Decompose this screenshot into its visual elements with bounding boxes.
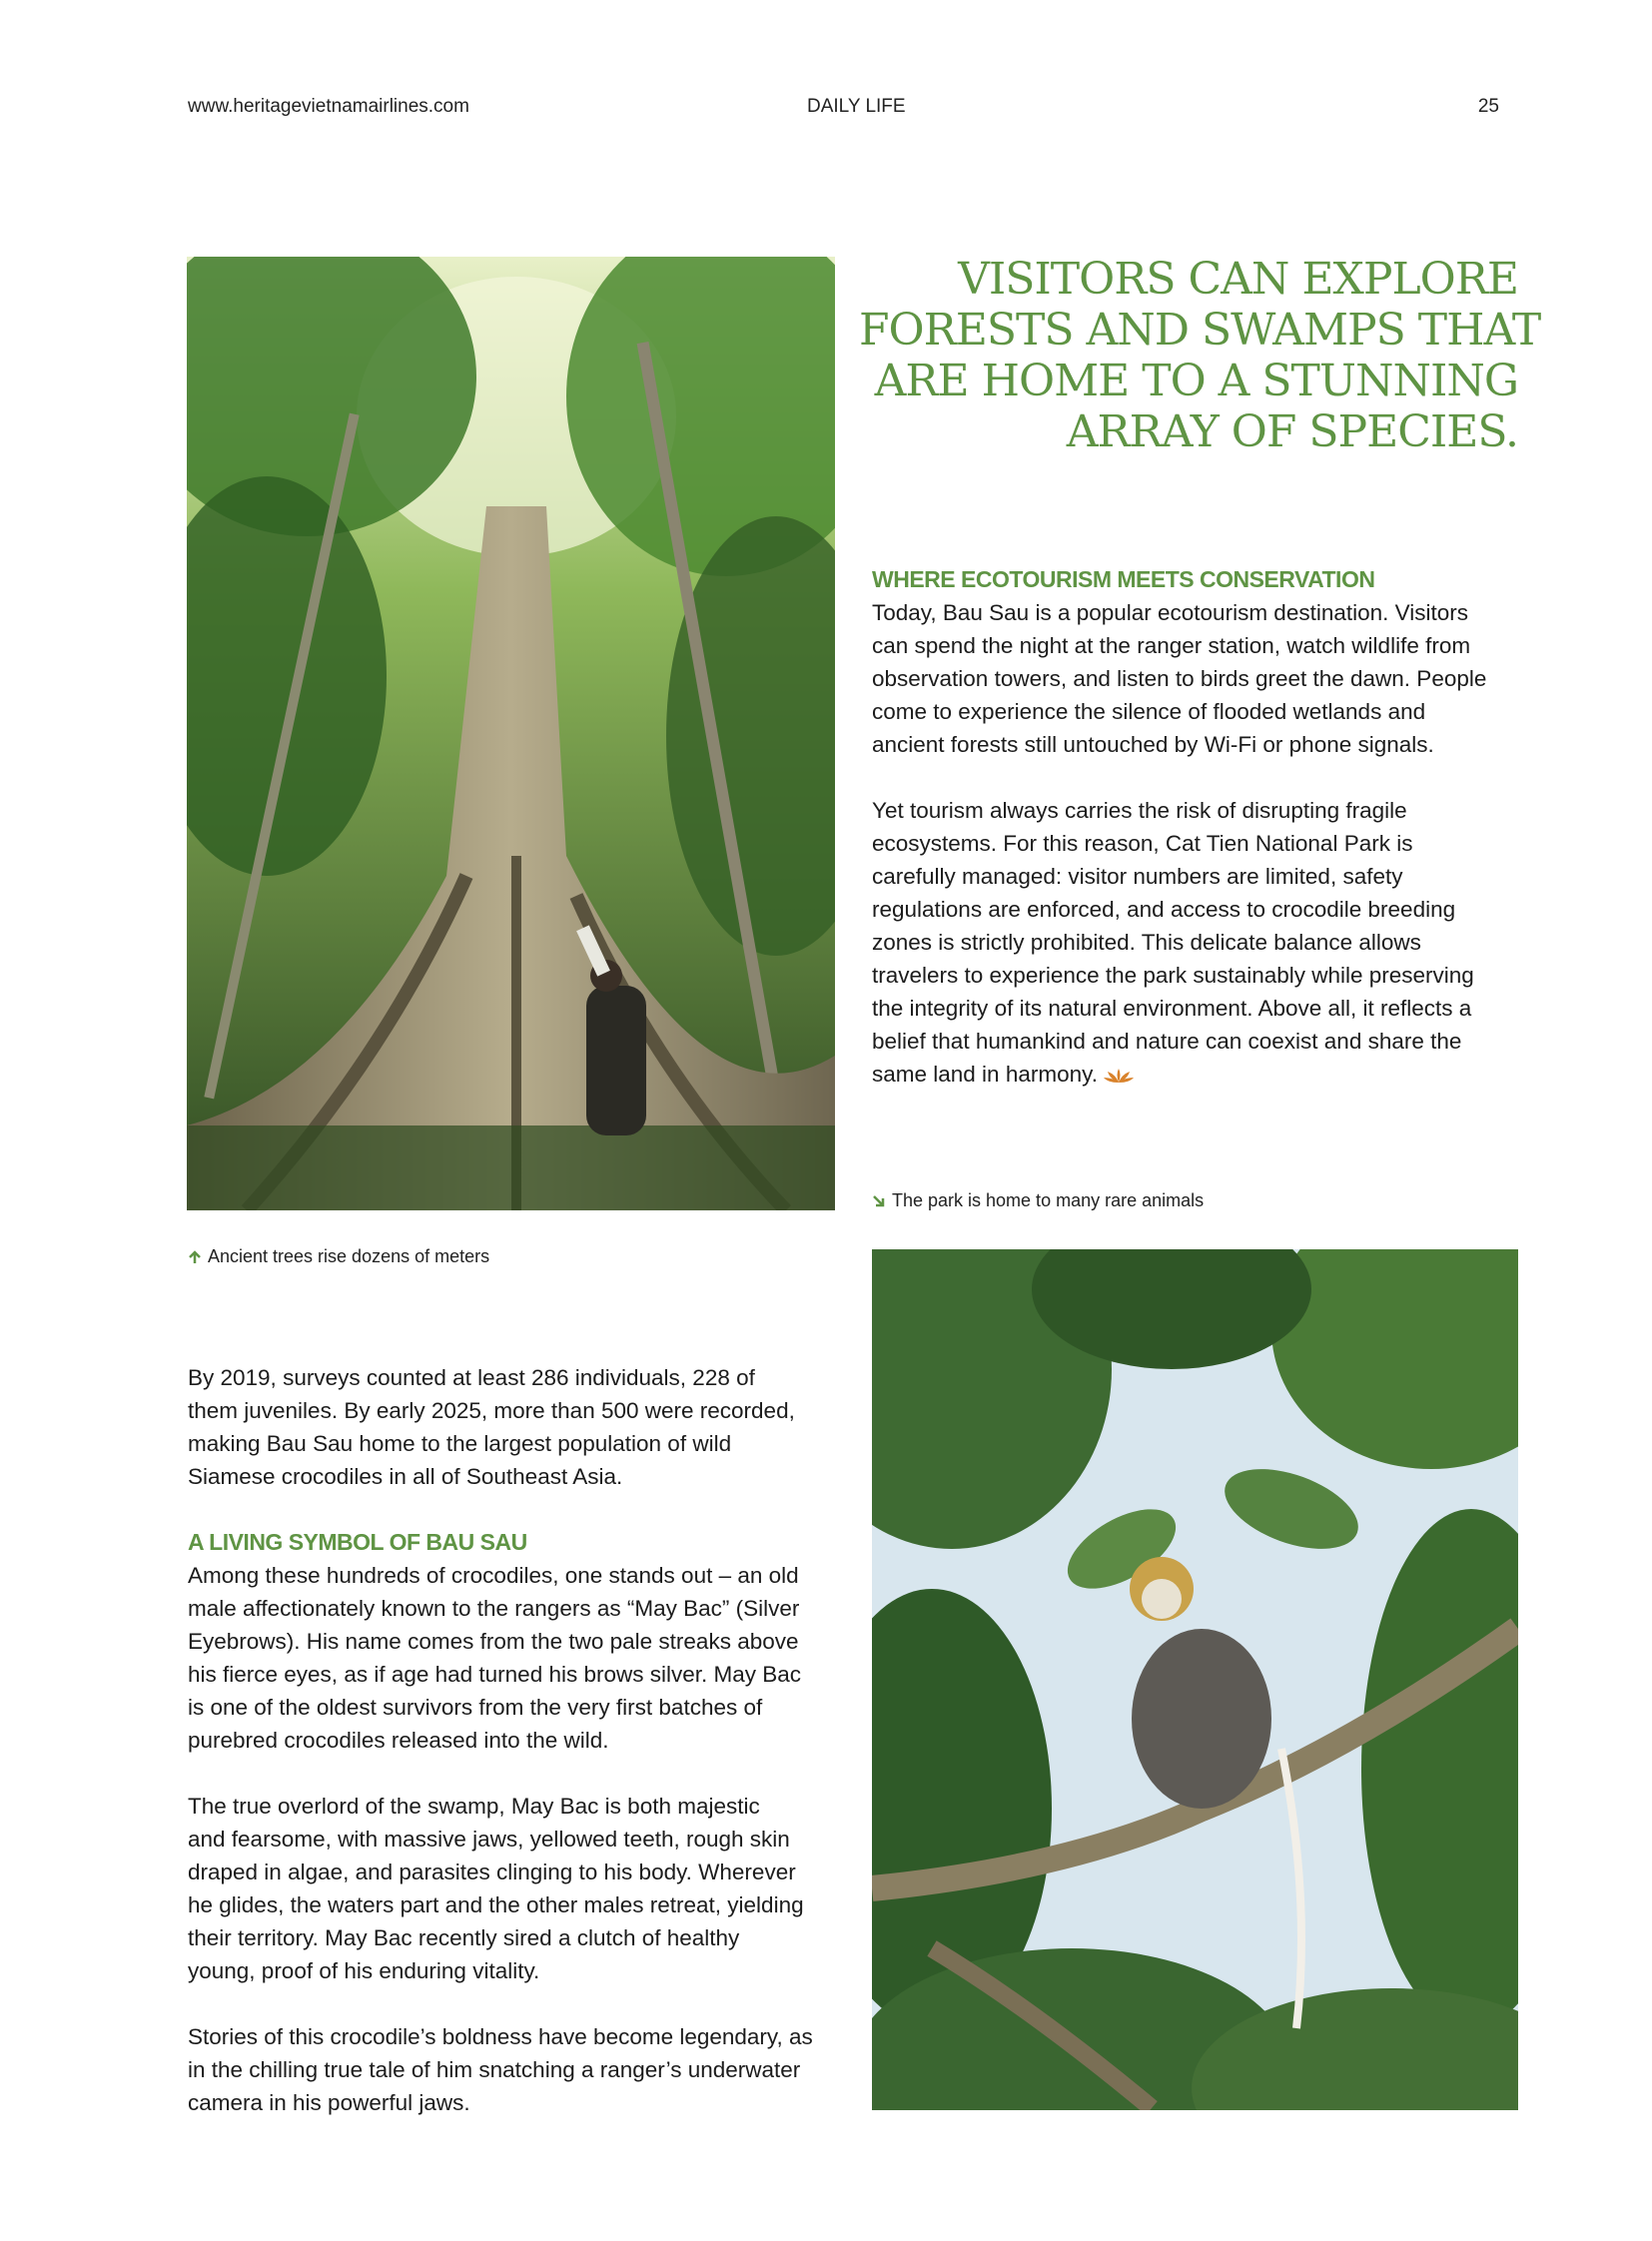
text-line: Eyebrows). His name comes from the two pale streaks above <box>188 1629 799 1654</box>
section-heading-living-symbol: A LIVING SYMBOL OF BAU SAU <box>188 1529 527 1555</box>
paragraph <box>188 1361 835 1493</box>
lotus-icon <box>1104 1067 1134 1085</box>
tree-photo-caption <box>188 1246 489 1267</box>
text-line: male affectionately known to the rangers as “May Bac” (Silver <box>188 1596 800 1621</box>
monkey-photo <box>872 1249 1518 2110</box>
text-line: Yet tourism always carries the risk of disrupting fragile <box>872 798 1407 823</box>
text-line: same land in harmony. <box>872 1062 1098 1087</box>
left-column-text <box>188 1361 835 2119</box>
arrow-up-icon <box>188 1250 202 1264</box>
text-line: his fierce eyes, as if age had turned his brows silver. May Bac <box>188 1662 802 1687</box>
text-line: making Bau Sau home to the largest population of wild <box>188 1431 732 1456</box>
text-line: carefully managed: visitor numbers are limited, safety <box>872 864 1403 889</box>
section-title: DAILY LIFE <box>807 96 906 117</box>
text-line: travelers to experience the park sustainably while preserving <box>872 963 1474 988</box>
text-line: is one of the oldest survivors from the very first batches of <box>188 1695 763 1720</box>
paragraph <box>188 1559 835 1757</box>
text-line: their territory. May Bac recently sired a clutch of healthy <box>188 1925 740 1950</box>
text-line: them juveniles. By early 2025, more than 500 were recorded, <box>188 1398 795 1423</box>
site-url[interactable]: www.heritagevietnamairlines.com <box>188 96 469 117</box>
right-column-text <box>872 563 1531 1091</box>
text-line: purebred crocodiles released into the wild. <box>188 1728 609 1753</box>
pull-quote-line: ARE HOME TO A STUNNING <box>874 356 1518 406</box>
text-line: Among these hundreds of crocodiles, one stands out – an old <box>188 1563 799 1588</box>
text-line: Siamese crocodiles in all of Southeast Asia. <box>188 1464 623 1489</box>
text-line: regulations are enforced, and access to crocodile breeding <box>872 897 1456 922</box>
text-line: come to experience the silence of flooded wetlands and <box>872 699 1426 724</box>
text-line: the integrity of its natural environment. Above all, it reflects a <box>872 996 1472 1021</box>
text-line: observation towers, and listen to birds greet the dawn. People <box>872 666 1487 691</box>
text-line: ancient forests still untouched by Wi-Fi or phone signals. <box>872 732 1434 757</box>
text-line: camera in his powerful jaws. <box>188 2090 470 2115</box>
paragraph <box>872 794 1531 1091</box>
paragraph <box>872 596 1531 761</box>
arrow-down-right-icon <box>872 1194 886 1208</box>
ancient-tree-photo <box>187 257 835 1210</box>
text-line: and fearsome, with massive jaws, yellowed teeth, rough skin <box>188 1827 790 1852</box>
text-line: By 2019, surveys counted at least 286 individuals, 228 of <box>188 1365 755 1390</box>
text-line: zones is strictly prohibited. This delicate balance allows <box>872 930 1421 955</box>
caption-text: Ancient trees rise dozens of meters <box>208 1246 490 1266</box>
section-heading-ecotourism: WHERE ECOTOURISM MEETS CONSERVATION <box>872 566 1375 592</box>
text-line: young, proof of his enduring vitality. <box>188 1958 540 1983</box>
pull-quote-line: VISITORS CAN EXPLORE <box>958 254 1518 305</box>
monkey-photo-caption <box>872 1190 1204 1211</box>
text-line: The true overlord of the swamp, May Bac is both majestic <box>188 1794 760 1819</box>
pull-quote-line: ARRAY OF SPECIES. <box>1066 406 1518 457</box>
text-line: ecosystems. For this reason, Cat Tien National Park is <box>872 831 1413 856</box>
text-line: can spend the night at the ranger station, watch wildlife from <box>872 633 1471 658</box>
pull-quote-line: FORESTS AND SWAMPS THAT <box>859 305 1541 356</box>
text-line-last <box>872 1058 1531 1091</box>
caption-text: The park is home to many rare animals <box>892 1190 1205 1210</box>
text-line: belief that humankind and nature can coexist and share the <box>872 1029 1462 1054</box>
page-number: 25 <box>1477 96 1499 117</box>
text-line: Stories of this crocodile’s boldness have become legendary, as <box>188 2024 813 2049</box>
text-line: Today, Bau Sau is a popular ecotourism destination. Visitors <box>872 600 1468 625</box>
text-line: in the chilling true tale of him snatching a ranger’s underwater <box>188 2057 801 2082</box>
pull-quote <box>859 254 1541 457</box>
paragraph <box>188 2020 835 2119</box>
text-line: he glides, the waters part and the other males retreat, yielding <box>188 1892 804 1917</box>
text-line: draped in algae, and parasites clinging to his body. Wherever <box>188 1860 796 1884</box>
paragraph <box>188 1790 835 1987</box>
